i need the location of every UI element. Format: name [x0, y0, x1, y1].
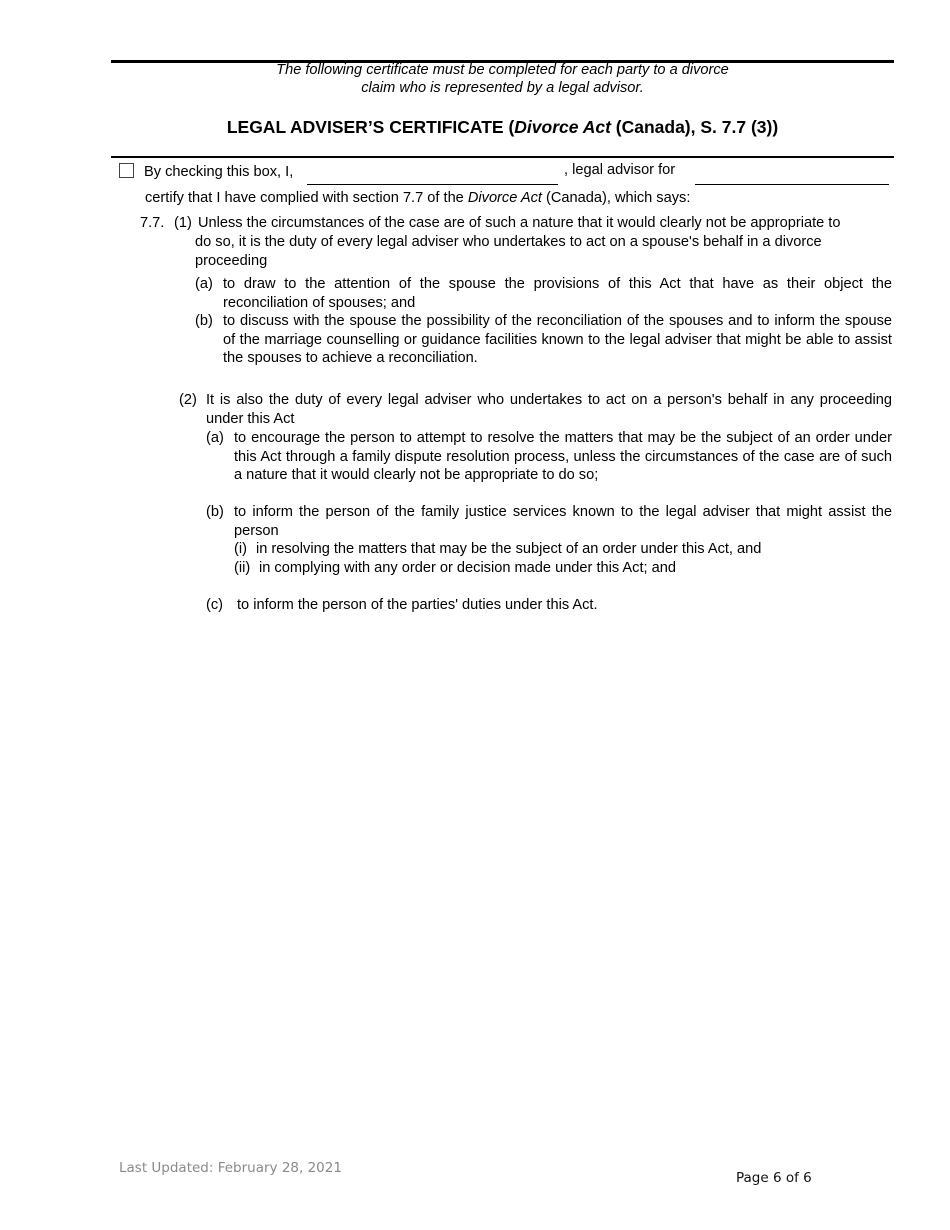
- page-title: [112, 116, 893, 138]
- client-name-field[interactable]: [695, 166, 889, 185]
- legal-advisor-for-label: , legal advisor for: [564, 162, 676, 178]
- clause-1b-text: to discuss with the spouse the possibility of the reconciliation of the spouses and to inform the spouse of the marriage counselling or guidance facilities known to the legal adviser that might be able to assist the spouses to achieve a reconciliation.: [223, 313, 892, 367]
- clause-2b-ii-marker: (ii): [234, 560, 251, 576]
- page-number: Page 6 of 6: [736, 1170, 812, 1186]
- subsection-2-marker: (2): [179, 392, 197, 408]
- subsection-2-text: It is also the duty of every legal adviser who undertakes to act on a person's behalf in any proceeding under this Act: [206, 392, 892, 427]
- clause-2b-text: to inform the person of the family justice services known to the legal adviser that might assist the person: [234, 504, 892, 539]
- intro-line-1: The following certificate must be completed for each party to a divorce: [276, 62, 729, 78]
- clause-2a-text: to encourage the person to attempt to resolve the matters that may be the subject of an order under this Act through a family dispute resolution process, unless the circumstances of the case are of such a nature that it would clearly not be appropriate to do so;: [234, 430, 892, 484]
- title-prefix: LEGAL ADVISER’S CERTIFICATE (: [226, 117, 515, 137]
- clause-2c-marker: (c): [206, 597, 224, 613]
- title-suffix: (Canada), S. 7.7 (3)): [610, 117, 779, 137]
- clause-1a-text: to draw to the attention of the spouse the provisions of this Act that have as their object the reconciliation of spouses; and: [223, 276, 892, 311]
- clause-2b-i-text: in resolving the matters that may be the subject of an order under this Act, and: [256, 541, 762, 557]
- clause-1a-marker: (a): [195, 276, 213, 292]
- subsection-1-marker: (1): [174, 215, 192, 231]
- intro-text: [112, 61, 893, 97]
- subsection-1-text: do so, it is the duty of every legal adviser who undertakes to act on a spouse's behalf in a divorce proceeding: [195, 234, 822, 269]
- clause-2b-marker: (b): [206, 504, 224, 520]
- title-act: Divorce Act: [514, 117, 611, 137]
- clause-2b-i-marker: (i): [234, 541, 247, 557]
- clause-2c-text: to inform the person of the parties' duties under this Act.: [237, 597, 598, 613]
- certify-statement: [145, 189, 690, 208]
- certify-suffix: (Canada), which says:: [541, 190, 691, 206]
- last-updated: Last Updated: February 28, 2021: [119, 1160, 342, 1176]
- clause-2a-marker: (a): [206, 430, 224, 446]
- clause-2b-ii-text: in complying with any order or decision made under this Act; and: [259, 560, 676, 576]
- adviser-name-field[interactable]: [307, 166, 558, 185]
- certify-prefix: certify that I have complied with section 7.7 of the: [145, 190, 468, 206]
- clause-1b-marker: (b): [195, 313, 213, 329]
- certify-checkbox[interactable]: [119, 163, 134, 178]
- checkbox-label: By checking this box, I,: [144, 164, 294, 180]
- certify-act: Divorce Act: [467, 190, 542, 206]
- intro-line-2: claim who is represented by a legal advisor.: [361, 80, 644, 96]
- subsection-1-first-line: Unless the circumstances of the case are of such a nature that it would clearly not be appropriate to: [198, 215, 841, 231]
- certificate-rule: [111, 156, 894, 158]
- section-number: 7.7.: [140, 215, 165, 231]
